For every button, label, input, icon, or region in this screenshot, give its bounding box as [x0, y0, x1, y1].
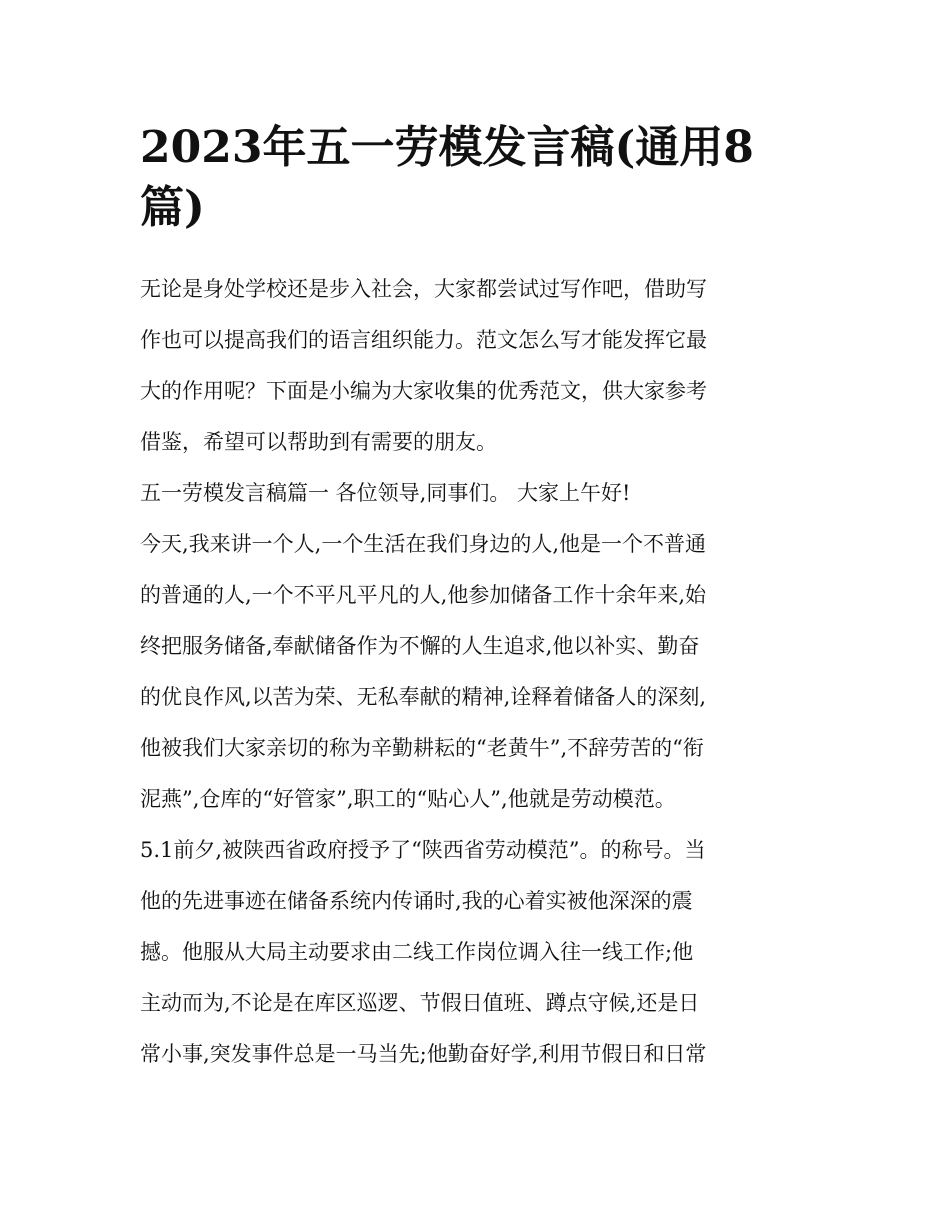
text-line: 泥燕”,仓库的“好管家”,职工的“贴心人”,他就是劳动模范。 — [140, 787, 676, 811]
greeting-paragraph — [140, 468, 815, 519]
text-line: 借鉴，希望可以帮助到有需要的朋友。 — [140, 430, 497, 454]
document-title — [140, 118, 815, 238]
speech-paragraph — [140, 519, 815, 825]
text-line: 撼。他服从大局主动要求由二线工作岗位调入往一线工作;他 — [140, 940, 694, 964]
text-line: 主动而为,不论是在库区巡逻、节假日值班、蹲点守候,还是日 — [140, 991, 700, 1015]
speech-paragraph — [140, 825, 815, 1080]
text-line: 的优良作风,以苦为荣、无私奉献的精神,诠释着储备人的深刻, — [140, 685, 707, 709]
text-line: 终把服务储备,奉献储备作为不懈的人生追求,他以补实、勤奋 — [140, 634, 700, 658]
text-line: 的普通的人,一个不平凡平凡的人,他参加储备工作十余年来,始 — [140, 583, 707, 607]
text-line: 他被我们大家亲切的称为辛勤耕耘的“老黄牛”,不辞劳苦的“衔 — [140, 736, 704, 760]
intro-paragraph — [140, 264, 815, 468]
text-line: 无论是身处学校还是步入社会，大家都尝试过写作吧，借助写 — [140, 277, 707, 301]
text-line: 大的作用呢？下面是小编为大家收集的优秀范文，供大家参考 — [140, 379, 707, 403]
document-body — [140, 264, 815, 1080]
title-line: 篇) — [140, 182, 205, 233]
text-line: 五一劳模发言稿篇一 各位领导,同事们。 大家上午好! — [140, 481, 631, 505]
text-line: 他的先进事迹在储备系统内传诵时,我的心着实被他深深的震 — [140, 889, 693, 913]
title-line: 2023年五一劳模发言稿(通用8 — [140, 122, 754, 173]
text-line: 作也可以提高我们的语言组织能力。范文怎么写才能发挥它最 — [140, 328, 707, 352]
text-line: 常小事,突发事件总是一马当先;他勤奋好学,利用节假日和日常 — [140, 1042, 707, 1066]
document-page — [140, 118, 815, 1080]
text-line: 5.1前夕,被陕西省政府授予了“陕西省劳动模范”。的称号。当 — [140, 838, 706, 862]
text-line: 今天,我来讲一个人,一个生活在我们身边的人,他是一个不普通 — [140, 532, 707, 556]
